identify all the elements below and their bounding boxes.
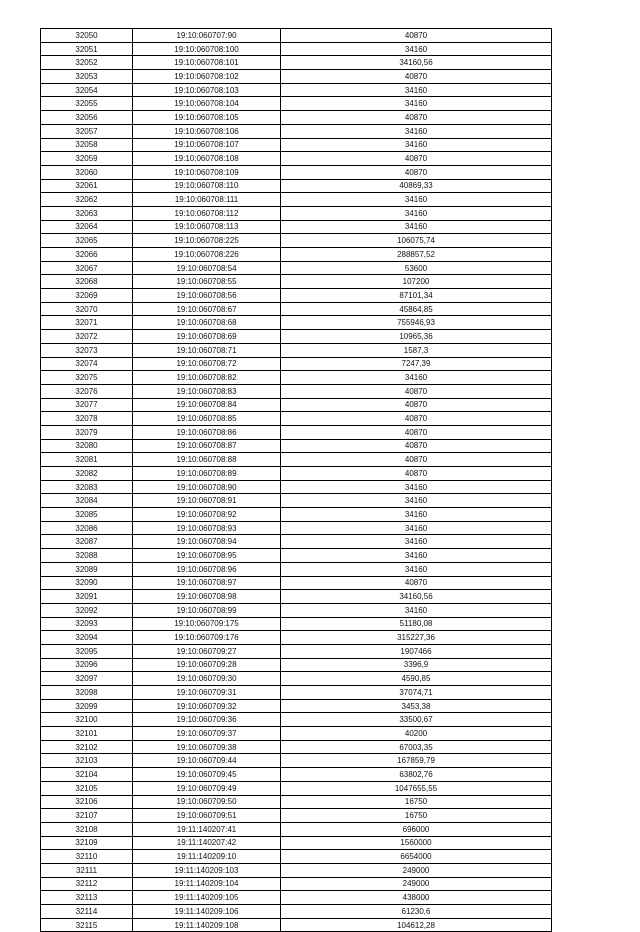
table-row bbox=[41, 727, 552, 741]
cadastral-number-cell: 19:10:060708:86 bbox=[133, 425, 281, 439]
cadastral-number-cell: 19:10:060708:96 bbox=[133, 562, 281, 576]
cadastral-number-cell: 19:10:060708:103 bbox=[133, 83, 281, 97]
value-cell: 87101,34 bbox=[281, 289, 552, 303]
table-row bbox=[41, 863, 552, 877]
row-number-cell: 32058 bbox=[41, 138, 133, 152]
value-cell: 288857,52 bbox=[281, 248, 552, 262]
value-cell: 63802,76 bbox=[281, 768, 552, 782]
row-number-cell: 32094 bbox=[41, 631, 133, 645]
table-row bbox=[41, 384, 552, 398]
row-number-cell: 32075 bbox=[41, 371, 133, 385]
cadastral-number-cell: 19:10:060709:32 bbox=[133, 699, 281, 713]
cadastral-number-cell: 19:10:060708:90 bbox=[133, 480, 281, 494]
cadastral-number-cell: 19:10:060708:85 bbox=[133, 412, 281, 426]
cadastral-number-cell: 19:10:060708:225 bbox=[133, 234, 281, 248]
table-row bbox=[41, 822, 552, 836]
row-number-cell: 32084 bbox=[41, 494, 133, 508]
value-cell: 1907466 bbox=[281, 644, 552, 658]
row-number-cell: 32093 bbox=[41, 617, 133, 631]
table-row bbox=[41, 425, 552, 439]
cadastral-number-cell: 19:10:060708:87 bbox=[133, 439, 281, 453]
table-row bbox=[41, 83, 552, 97]
table-row bbox=[41, 206, 552, 220]
table-row bbox=[41, 357, 552, 371]
row-number-cell: 32110 bbox=[41, 850, 133, 864]
table-row bbox=[41, 412, 552, 426]
table-row bbox=[41, 508, 552, 522]
table-row bbox=[41, 234, 552, 248]
value-cell: 40870 bbox=[281, 384, 552, 398]
cadastral-number-cell: 19:11:140209:10 bbox=[133, 850, 281, 864]
cadastral-number-cell: 19:10:060708:106 bbox=[133, 124, 281, 138]
table-row bbox=[41, 42, 552, 56]
value-cell: 37074,71 bbox=[281, 686, 552, 700]
table-row bbox=[41, 836, 552, 850]
table-row bbox=[41, 193, 552, 207]
table-row bbox=[41, 809, 552, 823]
value-cell: 34160 bbox=[281, 206, 552, 220]
value-cell: 34160 bbox=[281, 83, 552, 97]
row-number-cell: 32079 bbox=[41, 425, 133, 439]
row-number-cell: 32115 bbox=[41, 918, 133, 932]
value-cell: 34160 bbox=[281, 124, 552, 138]
cadastral-number-cell: 19:10:060708:55 bbox=[133, 275, 281, 289]
table-row bbox=[41, 918, 552, 932]
cadastral-number-cell: 19:10:060709:38 bbox=[133, 740, 281, 754]
value-cell: 438000 bbox=[281, 891, 552, 905]
cadastral-number-cell: 19:11:140209:104 bbox=[133, 877, 281, 891]
cadastral-number-cell: 19:10:060708:67 bbox=[133, 302, 281, 316]
table-row bbox=[41, 289, 552, 303]
value-cell: 3453,38 bbox=[281, 699, 552, 713]
value-cell: 6654000 bbox=[281, 850, 552, 864]
row-number-cell: 32077 bbox=[41, 398, 133, 412]
value-cell: 67003,35 bbox=[281, 740, 552, 754]
row-number-cell: 32056 bbox=[41, 111, 133, 125]
cadastral-number-cell: 19:10:060708:108 bbox=[133, 152, 281, 166]
row-number-cell: 32065 bbox=[41, 234, 133, 248]
value-cell: 1560000 bbox=[281, 836, 552, 850]
cadastral-number-cell: 19:11:140209:108 bbox=[133, 918, 281, 932]
value-cell: 53600 bbox=[281, 261, 552, 275]
table-row bbox=[41, 302, 552, 316]
row-number-cell: 32050 bbox=[41, 29, 133, 43]
cadastral-number-cell: 19:10:060708:99 bbox=[133, 603, 281, 617]
value-cell: 34160 bbox=[281, 193, 552, 207]
cadastral-number-cell: 19:10:060709:44 bbox=[133, 754, 281, 768]
table-row bbox=[41, 316, 552, 330]
value-cell: 33500,67 bbox=[281, 713, 552, 727]
value-cell: 16750 bbox=[281, 809, 552, 823]
cadastral-number-cell: 19:10:060708:88 bbox=[133, 453, 281, 467]
value-cell: 16750 bbox=[281, 795, 552, 809]
row-number-cell: 32059 bbox=[41, 152, 133, 166]
table-row bbox=[41, 138, 552, 152]
value-cell: 315227,36 bbox=[281, 631, 552, 645]
cadastral-number-cell: 19:10:060708:100 bbox=[133, 42, 281, 56]
table-row bbox=[41, 850, 552, 864]
table-row bbox=[41, 781, 552, 795]
table-row bbox=[41, 631, 552, 645]
value-cell: 7247,39 bbox=[281, 357, 552, 371]
row-number-cell: 32069 bbox=[41, 289, 133, 303]
table-row bbox=[41, 453, 552, 467]
value-cell: 167859,79 bbox=[281, 754, 552, 768]
row-number-cell: 32088 bbox=[41, 549, 133, 563]
table-row bbox=[41, 124, 552, 138]
row-number-cell: 32076 bbox=[41, 384, 133, 398]
table-row bbox=[41, 371, 552, 385]
value-cell: 34160 bbox=[281, 603, 552, 617]
table-row bbox=[41, 891, 552, 905]
row-number-cell: 32068 bbox=[41, 275, 133, 289]
table-row bbox=[41, 261, 552, 275]
cadastral-number-cell: 19:10:060708:226 bbox=[133, 248, 281, 262]
table-row bbox=[41, 56, 552, 70]
value-cell: 249000 bbox=[281, 877, 552, 891]
value-cell: 1047655,55 bbox=[281, 781, 552, 795]
table-row bbox=[41, 699, 552, 713]
value-cell: 34160 bbox=[281, 138, 552, 152]
table-row bbox=[41, 617, 552, 631]
row-number-cell: 32053 bbox=[41, 70, 133, 84]
cadastral-number-cell: 19:10:060708:111 bbox=[133, 193, 281, 207]
cadastral-number-cell: 19:10:060708:109 bbox=[133, 165, 281, 179]
value-cell: 40870 bbox=[281, 29, 552, 43]
row-number-cell: 32104 bbox=[41, 768, 133, 782]
table-row bbox=[41, 795, 552, 809]
cadastral-number-cell: 19:10:060708:110 bbox=[133, 179, 281, 193]
row-number-cell: 32071 bbox=[41, 316, 133, 330]
row-number-cell: 32098 bbox=[41, 686, 133, 700]
table-row bbox=[41, 603, 552, 617]
cadastral-number-cell: 19:10:060708:112 bbox=[133, 206, 281, 220]
table-row bbox=[41, 905, 552, 919]
table-row bbox=[41, 686, 552, 700]
value-cell: 4590,85 bbox=[281, 672, 552, 686]
value-cell: 40870 bbox=[281, 152, 552, 166]
table-row bbox=[41, 576, 552, 590]
table-row bbox=[41, 672, 552, 686]
cadastral-number-cell: 19:10:060709:27 bbox=[133, 644, 281, 658]
cadastral-number-cell: 19:10:060709:28 bbox=[133, 658, 281, 672]
cadastral-number-cell: 19:10:060708:69 bbox=[133, 330, 281, 344]
value-cell: 34160 bbox=[281, 549, 552, 563]
row-number-cell: 32061 bbox=[41, 179, 133, 193]
row-number-cell: 32091 bbox=[41, 590, 133, 604]
row-number-cell: 32066 bbox=[41, 248, 133, 262]
row-number-cell: 32082 bbox=[41, 467, 133, 481]
cadastral-number-cell: 19:10:060709:36 bbox=[133, 713, 281, 727]
row-number-cell: 32072 bbox=[41, 330, 133, 344]
table-body bbox=[41, 29, 552, 932]
table-row bbox=[41, 179, 552, 193]
cadastral-number-cell: 19:10:060708:84 bbox=[133, 398, 281, 412]
table-row bbox=[41, 754, 552, 768]
cadastral-number-cell: 19:11:140209:106 bbox=[133, 905, 281, 919]
row-number-cell: 32062 bbox=[41, 193, 133, 207]
value-cell: 696000 bbox=[281, 822, 552, 836]
table-row bbox=[41, 494, 552, 508]
table-row bbox=[41, 29, 552, 43]
table-row bbox=[41, 111, 552, 125]
table-row bbox=[41, 740, 552, 754]
row-number-cell: 32099 bbox=[41, 699, 133, 713]
cadastral-number-cell: 19:10:060708:97 bbox=[133, 576, 281, 590]
cadastral-number-cell: 19:10:060709:175 bbox=[133, 617, 281, 631]
row-number-cell: 32089 bbox=[41, 562, 133, 576]
row-number-cell: 32100 bbox=[41, 713, 133, 727]
row-number-cell: 32114 bbox=[41, 905, 133, 919]
table-row bbox=[41, 220, 552, 234]
value-cell: 40870 bbox=[281, 70, 552, 84]
table-row bbox=[41, 152, 552, 166]
value-cell: 3396,9 bbox=[281, 658, 552, 672]
cadastral-number-cell: 19:10:060708:94 bbox=[133, 535, 281, 549]
table-row bbox=[41, 439, 552, 453]
table-row bbox=[41, 521, 552, 535]
cadastral-number-cell: 19:10:060708:107 bbox=[133, 138, 281, 152]
cadastral-number-cell: 19:10:060708:102 bbox=[133, 70, 281, 84]
table-row bbox=[41, 248, 552, 262]
value-cell: 34160,56 bbox=[281, 590, 552, 604]
value-cell: 1587,3 bbox=[281, 343, 552, 357]
row-number-cell: 32103 bbox=[41, 754, 133, 768]
row-number-cell: 32111 bbox=[41, 863, 133, 877]
cadastral-number-cell: 19:11:140209:105 bbox=[133, 891, 281, 905]
row-number-cell: 32086 bbox=[41, 521, 133, 535]
value-cell: 40870 bbox=[281, 425, 552, 439]
cadastral-number-cell: 19:10:060708:91 bbox=[133, 494, 281, 508]
cadastral-number-cell: 19:10:060708:98 bbox=[133, 590, 281, 604]
value-cell: 10965,36 bbox=[281, 330, 552, 344]
value-cell: 104612,28 bbox=[281, 918, 552, 932]
table-row bbox=[41, 343, 552, 357]
value-cell: 106075,74 bbox=[281, 234, 552, 248]
value-cell: 40870 bbox=[281, 165, 552, 179]
value-cell: 40200 bbox=[281, 727, 552, 741]
row-number-cell: 32083 bbox=[41, 480, 133, 494]
value-cell: 51180,08 bbox=[281, 617, 552, 631]
value-cell: 40870 bbox=[281, 576, 552, 590]
row-number-cell: 32060 bbox=[41, 165, 133, 179]
cadastral-number-cell: 19:10:060708:89 bbox=[133, 467, 281, 481]
value-cell: 40870 bbox=[281, 453, 552, 467]
row-number-cell: 32051 bbox=[41, 42, 133, 56]
row-number-cell: 32097 bbox=[41, 672, 133, 686]
table-row bbox=[41, 590, 552, 604]
table-row bbox=[41, 658, 552, 672]
row-number-cell: 32105 bbox=[41, 781, 133, 795]
table-row bbox=[41, 877, 552, 891]
cadastral-number-cell: 19:11:140207:42 bbox=[133, 836, 281, 850]
row-number-cell: 32080 bbox=[41, 439, 133, 453]
row-number-cell: 32102 bbox=[41, 740, 133, 754]
row-number-cell: 32054 bbox=[41, 83, 133, 97]
table-row bbox=[41, 97, 552, 111]
row-number-cell: 32052 bbox=[41, 56, 133, 70]
row-number-cell: 32113 bbox=[41, 891, 133, 905]
row-number-cell: 32109 bbox=[41, 836, 133, 850]
row-number-cell: 32090 bbox=[41, 576, 133, 590]
cadastral-number-cell: 19:10:060708:82 bbox=[133, 371, 281, 385]
row-number-cell: 32081 bbox=[41, 453, 133, 467]
row-number-cell: 32095 bbox=[41, 644, 133, 658]
cadastral-number-cell: 19:10:060709:49 bbox=[133, 781, 281, 795]
row-number-cell: 32087 bbox=[41, 535, 133, 549]
table-row bbox=[41, 70, 552, 84]
row-number-cell: 32055 bbox=[41, 97, 133, 111]
table-row bbox=[41, 768, 552, 782]
row-number-cell: 32078 bbox=[41, 412, 133, 426]
table-row bbox=[41, 165, 552, 179]
table-row bbox=[41, 549, 552, 563]
cadastral-number-cell: 19:10:060708:92 bbox=[133, 508, 281, 522]
row-number-cell: 32108 bbox=[41, 822, 133, 836]
table-row bbox=[41, 713, 552, 727]
value-cell: 34160 bbox=[281, 480, 552, 494]
row-number-cell: 32106 bbox=[41, 795, 133, 809]
table-row bbox=[41, 467, 552, 481]
cadastral-number-cell: 19:10:060708:54 bbox=[133, 261, 281, 275]
value-cell: 40869,33 bbox=[281, 179, 552, 193]
cadastral-number-cell: 19:10:060709:37 bbox=[133, 727, 281, 741]
row-number-cell: 32057 bbox=[41, 124, 133, 138]
value-cell: 34160 bbox=[281, 494, 552, 508]
cadastral-number-cell: 19:10:060708:95 bbox=[133, 549, 281, 563]
row-number-cell: 32074 bbox=[41, 357, 133, 371]
cadastral-number-cell: 19:10:060709:31 bbox=[133, 686, 281, 700]
cadastral-number-cell: 19:10:060708:72 bbox=[133, 357, 281, 371]
cadastral-number-cell: 19:10:060708:113 bbox=[133, 220, 281, 234]
table-row bbox=[41, 480, 552, 494]
cadastral-number-cell: 19:10:060708:101 bbox=[133, 56, 281, 70]
value-cell: 40870 bbox=[281, 111, 552, 125]
value-cell: 45864,85 bbox=[281, 302, 552, 316]
value-cell: 249000 bbox=[281, 863, 552, 877]
row-number-cell: 32067 bbox=[41, 261, 133, 275]
table-row bbox=[41, 644, 552, 658]
cadastral-number-cell: 19:11:140209:103 bbox=[133, 863, 281, 877]
cadastral-number-cell: 19:10:060708:71 bbox=[133, 343, 281, 357]
table-row bbox=[41, 330, 552, 344]
cadastral-number-cell: 19:10:060708:105 bbox=[133, 111, 281, 125]
table-row bbox=[41, 535, 552, 549]
table-row bbox=[41, 562, 552, 576]
value-cell: 34160 bbox=[281, 220, 552, 234]
cadastral-number-cell: 19:10:060709:176 bbox=[133, 631, 281, 645]
table-row bbox=[41, 275, 552, 289]
row-number-cell: 32064 bbox=[41, 220, 133, 234]
value-cell: 34160 bbox=[281, 371, 552, 385]
row-number-cell: 32107 bbox=[41, 809, 133, 823]
value-cell: 34160 bbox=[281, 521, 552, 535]
row-number-cell: 32092 bbox=[41, 603, 133, 617]
value-cell: 34160 bbox=[281, 42, 552, 56]
value-cell: 107200 bbox=[281, 275, 552, 289]
value-cell: 34160 bbox=[281, 97, 552, 111]
value-cell: 40870 bbox=[281, 467, 552, 481]
value-cell: 34160,56 bbox=[281, 56, 552, 70]
row-number-cell: 32112 bbox=[41, 877, 133, 891]
row-number-cell: 32101 bbox=[41, 727, 133, 741]
cadastral-number-cell: 19:10:060709:45 bbox=[133, 768, 281, 782]
value-cell: 40870 bbox=[281, 412, 552, 426]
value-cell: 34160 bbox=[281, 535, 552, 549]
cadastral-number-cell: 19:10:060708:93 bbox=[133, 521, 281, 535]
cadastral-number-cell: 19:10:060708:104 bbox=[133, 97, 281, 111]
value-cell: 34160 bbox=[281, 562, 552, 576]
value-cell: 40870 bbox=[281, 439, 552, 453]
cadastral-number-cell: 19:11:140207:41 bbox=[133, 822, 281, 836]
row-number-cell: 32070 bbox=[41, 302, 133, 316]
row-number-cell: 32073 bbox=[41, 343, 133, 357]
cadastral-number-cell: 19:10:060708:56 bbox=[133, 289, 281, 303]
row-number-cell: 32063 bbox=[41, 206, 133, 220]
cadastral-number-cell: 19:10:060709:50 bbox=[133, 795, 281, 809]
value-cell: 755946,93 bbox=[281, 316, 552, 330]
value-cell: 40870 bbox=[281, 398, 552, 412]
cadastral-number-cell: 19:10:060709:51 bbox=[133, 809, 281, 823]
cadastral-number-cell: 19:10:060708:83 bbox=[133, 384, 281, 398]
row-number-cell: 32096 bbox=[41, 658, 133, 672]
table-row bbox=[41, 398, 552, 412]
cadastral-value-table bbox=[40, 28, 552, 932]
row-number-cell: 32085 bbox=[41, 508, 133, 522]
cadastral-number-cell: 19:10:060707:90 bbox=[133, 29, 281, 43]
cadastral-number-cell: 19:10:060709:30 bbox=[133, 672, 281, 686]
value-cell: 34160 bbox=[281, 508, 552, 522]
value-cell: 61230,6 bbox=[281, 905, 552, 919]
cadastral-number-cell: 19:10:060708:68 bbox=[133, 316, 281, 330]
